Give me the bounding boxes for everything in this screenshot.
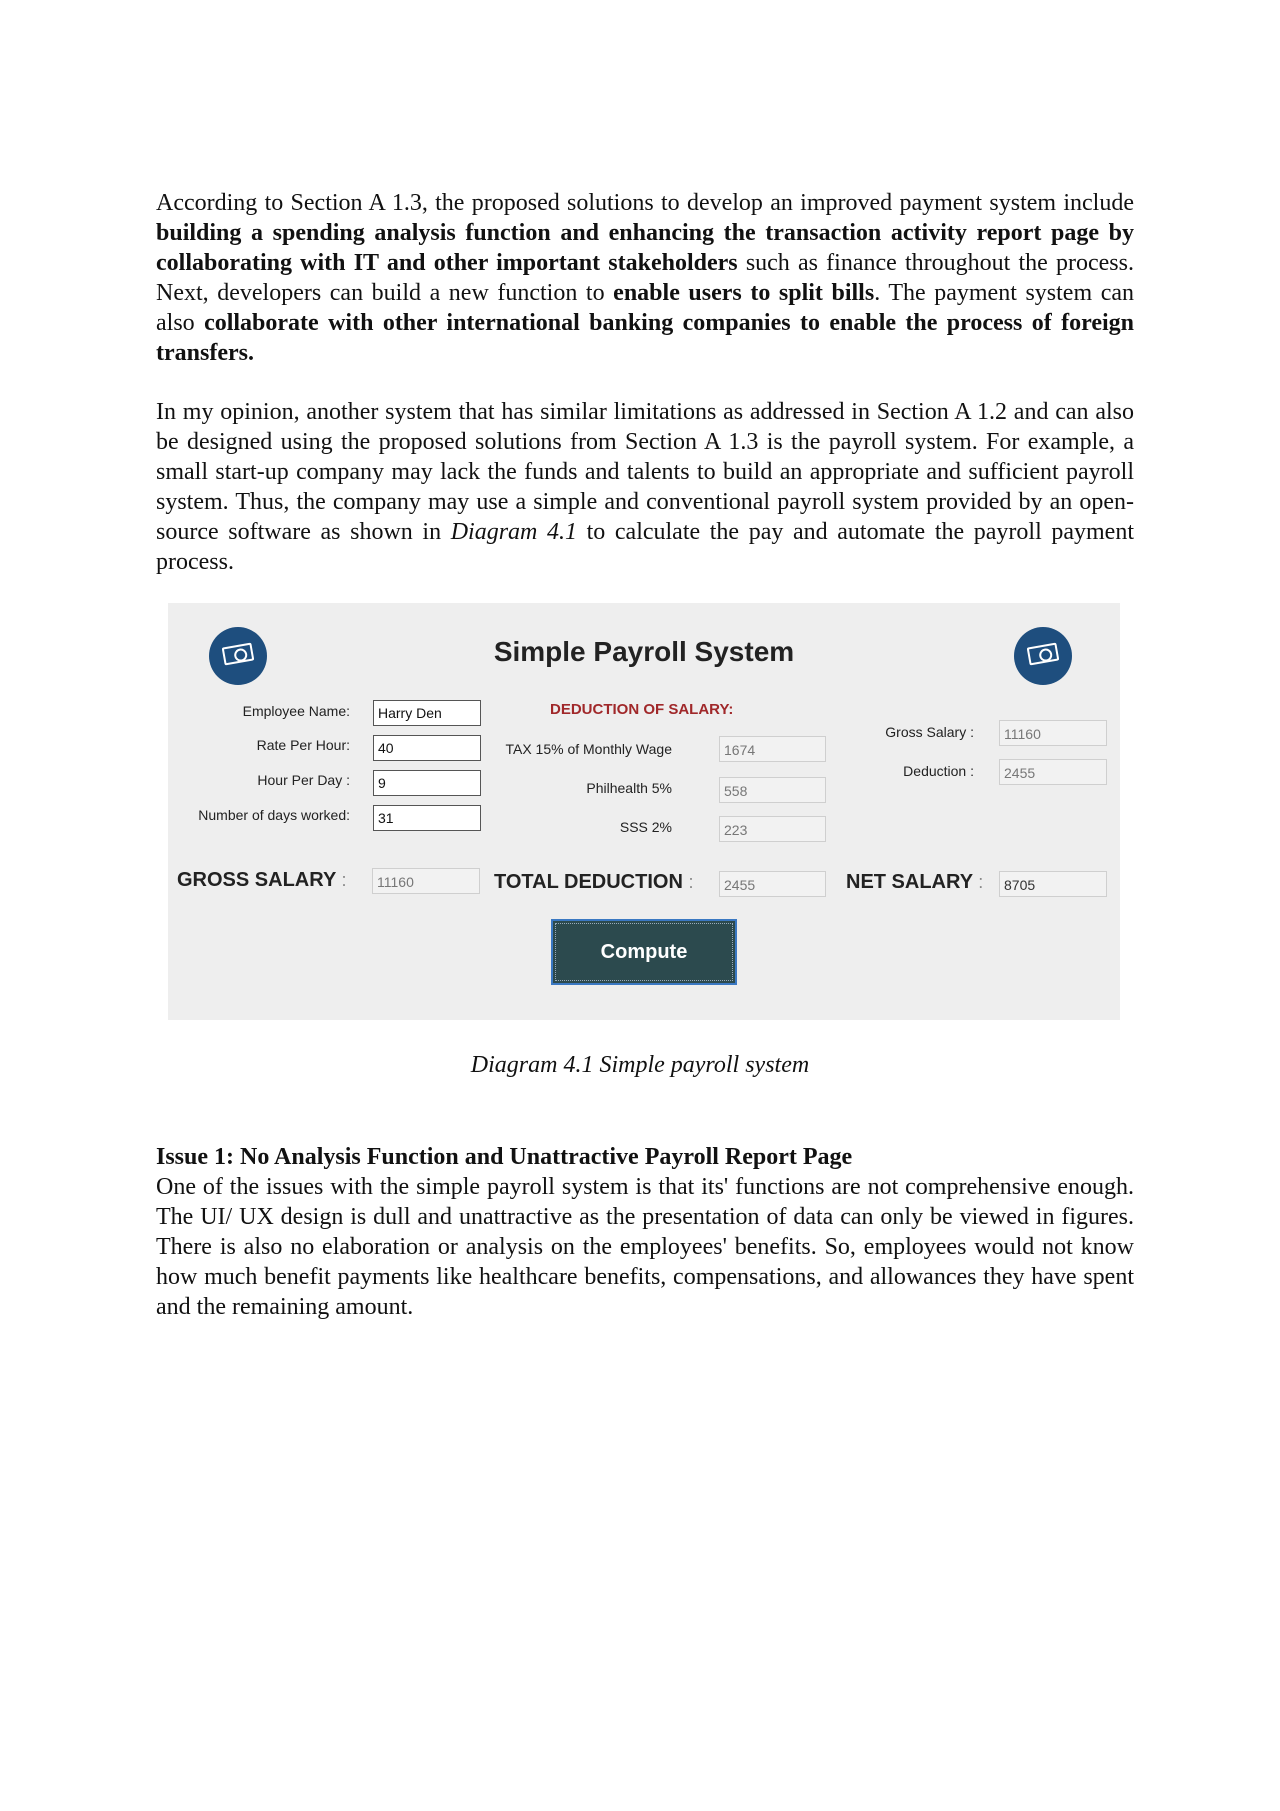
bold-run: enable users to split bills: [613, 280, 875, 306]
gross-salary-total-field: 11160: [372, 868, 480, 894]
sss-field: 223: [719, 816, 826, 842]
colon: :: [341, 870, 347, 890]
net-salary-field: 8705: [999, 871, 1107, 897]
hour-per-day-input[interactable]: 9: [373, 770, 481, 796]
total-deduction-label: [494, 871, 693, 894]
employee-name-label: Employee Name:: [242, 703, 350, 719]
hour-per-day-label: Hour Per Day :: [257, 772, 350, 788]
text-run: In my opinion, another system that has similar limitations as addressed in Section A 1.2 and can also be designed using the proposed solutions from Section A 1.3 is the payroll system. For example, a small start-up company may lack the funds and talents to build an appropriate and sufficient payroll system. Thus, the company may use a simple and conventional payroll system provided by an open-source software as shown in: [156, 399, 1134, 545]
employee-name-input[interactable]: Harry Den: [373, 700, 481, 726]
gross-salary-total-label: [177, 869, 347, 892]
issue-heading: Issue 1: No Analysis Function and Unattractive Payroll Report Page: [156, 1144, 853, 1170]
total-deduction-text: TOTAL DEDUCTION: [494, 871, 683, 893]
net-salary-label: [846, 871, 983, 894]
italic-run: Diagram 4.1: [450, 519, 577, 545]
philhealth-field: 558: [719, 777, 826, 803]
rate-per-hour-label: Rate Per Hour:: [256, 737, 350, 753]
days-worked-input[interactable]: 31: [373, 805, 481, 831]
paragraph-issue-1: [156, 1142, 1134, 1322]
colon: :: [978, 872, 984, 892]
paragraph-proposed-solutions: [156, 188, 1134, 368]
gross-salary-label: Gross Salary :: [885, 724, 974, 740]
text-run: such as finance throughout the process. Next, developers can build a new function to: [156, 250, 1134, 306]
app-title: Simple Payroll System: [493, 636, 795, 667]
payroll-app-screenshot: [168, 603, 1120, 1020]
sss-label: SSS 2%: [619, 819, 672, 835]
colon: :: [688, 872, 694, 892]
deduction-label: Deduction :: [903, 763, 974, 779]
compute-button[interactable]: Compute: [551, 919, 737, 985]
gross-salary-total-text: GROSS SALARY: [177, 869, 336, 891]
issue-body: One of the issues with the simple payroll system is that its' functions are not comprehensive enough. The UI/ UX design is dull and unattractive as the presentation of data can only be viewed in figures. There is also no elaboration or analysis on the employees' benefits. So, employees would not know how much benefit payments like healthcare benefits, compensations, and allowances they have spent and the remaining amount.: [156, 1174, 1134, 1320]
bold-run: building a spending analysis function and enhancing the transaction activity report page by collaborating with IT and other important stakeholders: [156, 220, 1134, 276]
text-run: . The payment system can also: [156, 280, 1134, 336]
tax-label: TAX 15% of Monthly Wage: [505, 741, 672, 757]
text-run: to calculate the pay and automate the payroll payment process.: [156, 519, 1134, 575]
bold-run: collaborate with other international banking companies to enable the process of foreign transfers.: [156, 310, 1134, 366]
days-worked-label: Number of days worked:: [198, 807, 350, 823]
tax-field: 1674: [719, 736, 826, 762]
net-salary-text: NET SALARY: [846, 871, 973, 893]
rate-per-hour-input[interactable]: 40: [373, 735, 481, 761]
figure-caption: Diagram 4.1 Simple payroll system: [470, 1052, 810, 1078]
gross-salary-field: 11160: [999, 720, 1107, 746]
deduction-field: 2455: [999, 759, 1107, 785]
text-run: According to Section A 1.3, the proposed solutions to develop an improved payment system include: [156, 190, 1134, 216]
total-deduction-field: 2455: [719, 871, 826, 897]
deduction-heading: DEDUCTION OF SALARY:: [550, 701, 734, 718]
paragraph-payroll-opinion: [156, 397, 1134, 577]
philhealth-label: Philhealth 5%: [586, 780, 672, 796]
